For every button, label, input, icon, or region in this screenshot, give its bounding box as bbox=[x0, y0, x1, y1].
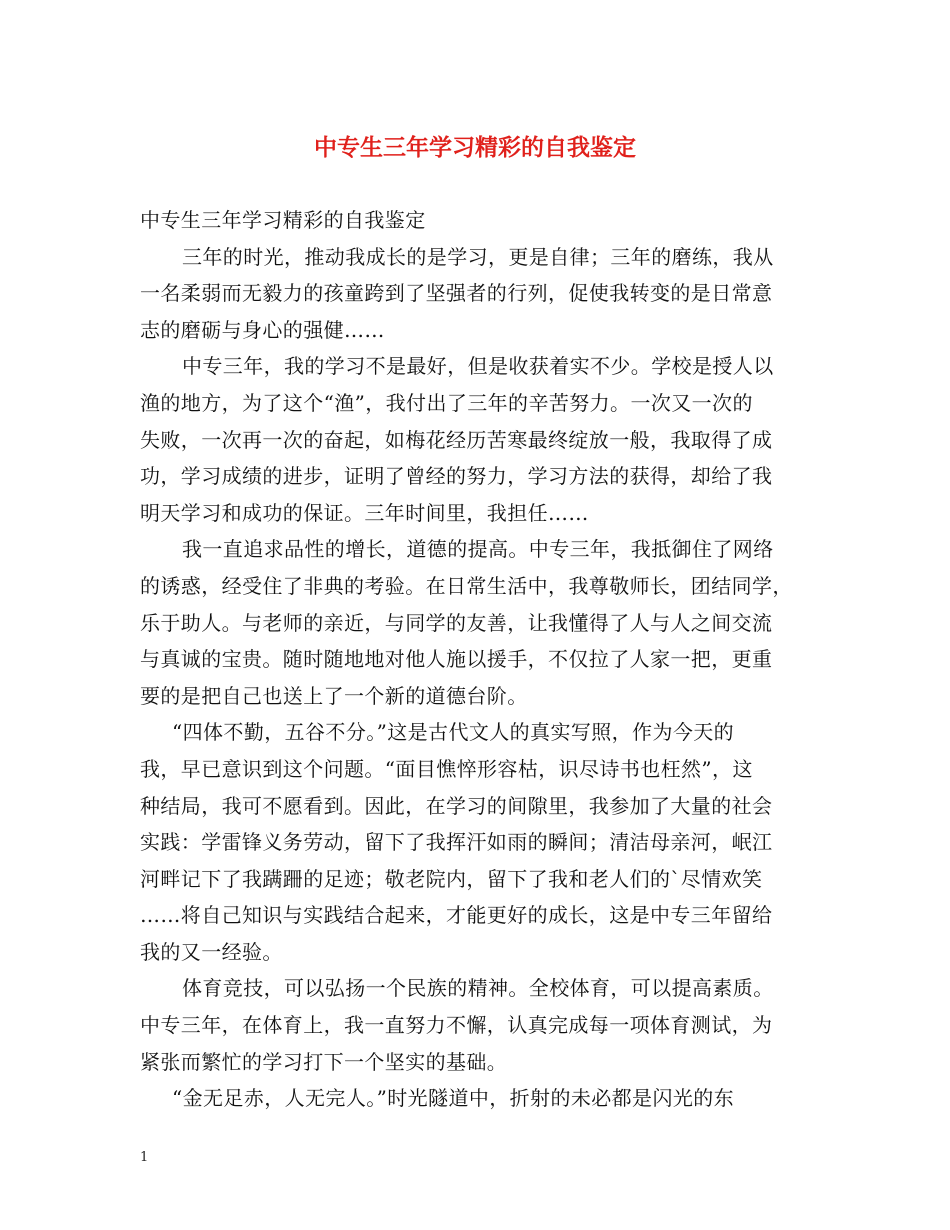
text-line: “四体不勤，五谷不分。”这是古代文人的真实写照，作为今天的 bbox=[172, 720, 735, 745]
text-line: 种结局，我可不愿看到。因此，在学习的间隙里，我参加了大量的社会 bbox=[140, 793, 773, 818]
text-line: 与真诚的宝贵。随时随地地对他人施以援手，不仅拉了人家一把，更重 bbox=[140, 647, 773, 672]
text-line: 河畔记下了我蹒跚的足迹；敬老院内，留下了我和老人们的`尽情欢笑 bbox=[140, 866, 763, 891]
text-line: 我一直追求品性的增长，道德的提高。中专三年，我抵御住了网络 bbox=[182, 537, 774, 562]
text-line: 实践：学雷锋义务劳动，留下了我挥汗如雨的瞬间；清洁母亲河，岷江 bbox=[140, 830, 773, 855]
page-number: 1 bbox=[140, 1150, 149, 1165]
text-line: “金无足赤，人无完人。”时光隧道中，折射的未必都是闪光的东 bbox=[172, 1086, 735, 1111]
text-line: 体育竞技，可以弘扬一个民族的精神。全校体育，可以提高素质。 bbox=[182, 976, 774, 1001]
text-line: 中专生三年学习精彩的自我鉴定 bbox=[140, 208, 426, 232]
text-line: 中专三年，在体育上，我一直努力不懈，认真完成每一项体育测试，为 bbox=[140, 1013, 773, 1038]
text-line: 中专三年，我的学习不是最好，但是收获着实不少。学校是授人以 bbox=[182, 354, 774, 379]
text-line: 明天学习和成功的保证。三年时间里，我担任…… bbox=[140, 500, 589, 525]
text-line: 志的磨砺与身心的强健…… bbox=[140, 317, 385, 342]
text-line: 要的是把自己也送上了一个新的道德台阶。 bbox=[140, 683, 528, 708]
text-line: 我的又一经验。 bbox=[140, 939, 283, 964]
text-line: 失败，一次再一次的奋起，如梅花经历苦寒最终绽放一般，我取得了成 bbox=[140, 427, 773, 452]
text-line: 的诱惑，经受住了非典的考验。在日常生活中，我尊敬师长，团结同学， bbox=[140, 573, 793, 598]
text-line: 渔的地方，为了这个“渔”，我付出了三年的辛苦努力。一次又一次的 bbox=[140, 390, 753, 415]
document-title: 中专生三年学习精彩的自我鉴定 bbox=[314, 134, 636, 161]
text-line: 功，学习成绩的进步，证明了曾经的努力，学习方法的获得，却给了我 bbox=[140, 464, 773, 489]
document-body bbox=[140, 202, 820, 1117]
text-line: 乐于助人。与老师的亲近，与同学的友善，让我懂得了人与人之间交流 bbox=[140, 610, 773, 635]
text-line: 三年的时光，推动我成长的是学习，更是自律；三年的磨练，我从 bbox=[182, 244, 774, 269]
text-line: 我，早已意识到这个问题。“面目憔悴形容枯，识尽诗书也枉然”，这 bbox=[140, 756, 753, 781]
text-line: 一名柔弱而无毅力的孩童跨到了坚强者的行列，促使我转变的是日常意 bbox=[140, 281, 773, 306]
text-line: ……将自己知识与实践结合起来，才能更好的成长，这是中专三年留给 bbox=[140, 903, 773, 928]
text-line: 紧张而繁忙的学习打下一个坚实的基础。 bbox=[140, 1049, 508, 1074]
